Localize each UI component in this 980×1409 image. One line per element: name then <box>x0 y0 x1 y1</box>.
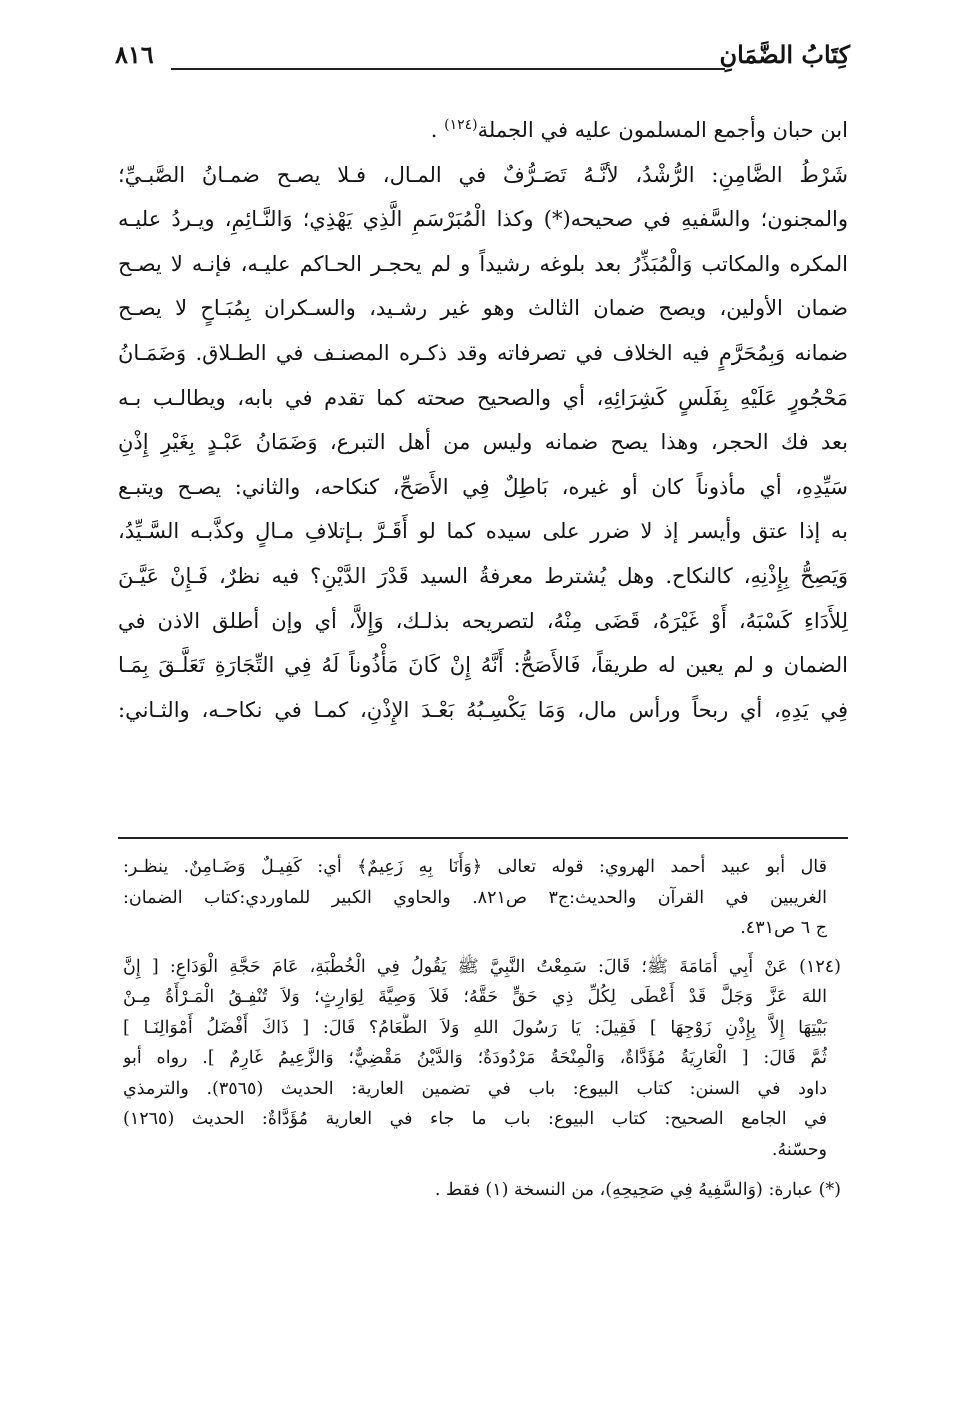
main-text <box>118 108 848 732</box>
text-line: والمجنون؛ والسَّفيهِ في صحيحه(*) وكذا الْمُبَرْسَمِ الَّذِي يَهْذِي؛ وَالنَّـائِمِ، ويـردُ عليـه <box>118 207 848 232</box>
text-line: فِي يَدِهِ، أي ربحاً ورأس مال، وَمَا يَكْسِـبُهُ بَعْـدَ الإِذْنِ، كمـا في نكاحـه، والثـاني: <box>118 697 848 722</box>
text-line: سَيِّدِهِ، أي مأذوناً كان أو غيره، بَاطِلٌ فِي الأَصَحِّ، كنكاحه، والثاني: يصـح ويتبـع <box>118 474 848 499</box>
text-line: الضمان و لم يعين له طريقاً، فَالأَصَحُّ: أَنَّهُ إِنْ كَانَ مَأْذُوناً لَهُ فِي التِّجَارَةِ تَعَلَّـقَ بِمَـا <box>118 653 848 678</box>
text-line: ابن حبان وأجمع المسلمون عليه في الجملة$^{(١٢٤)}$ . <box>430 117 848 142</box>
footnote-line: اللهَ عَزَّ وَجَلَّ قَدْ أَعْطَى لِكُلِّ ذِي حَقٍّ حَقَّهُ؛ فَلاَ وَصِيَّةَ لِوَارِثٍ؛ وَلاَ تُنْفِـقُ الْمَـرْأَةُ مِـنْ <box>123 987 827 1007</box>
text-line: ضمان الأولين، ويصح ضمان الثالث وهو غير رشـيد، والسـكران بِمُبَـاحٍ لا يصـح <box>118 296 848 321</box>
footnotes <box>123 852 841 1206</box>
footnote-line: داود في السنن: كتاب البيوع: باب في تضمين العارية: الحديث (٣٥٦٥). والترمذي <box>123 1078 827 1099</box>
text-line: مَحْجُورٍ عَلَيْهِ بِفَلَسٍ كَشِرَائِهِ، أي والصحيح صحته كما تقدم في بابه، ويطالـب بـه <box>118 385 848 410</box>
footnote-line: وحسّنهُ. <box>771 1139 827 1160</box>
footnote-separator <box>118 837 848 839</box>
footnote-line: بَيْتِهَا إِلاَّ بِإِذْنِ زَوْجِهَا ] فَقِيلَ: يَا رَسُولَ اللهِ وَلاَ الطَّعَامُ؟ قَالَ: [ ذَاكَ أَفْضَلُ أَمْوَالِنَـا ] <box>123 1017 827 1038</box>
text-line: ضمانه وَبِمُحَرَّمٍ فيه الخلاف في تصرفاته وقد ذكـره المصنـف في الطـلاق. وَضَمَـانُ <box>118 340 848 365</box>
text-line: لِلأَدَاءِ كَسْبَهُ، أَوْ غَيْرَهُ، قَضَى مِنْهُ، لتصريحه بذلـك، وَإِلاَّ، أي وإن أطلق الاذن في <box>118 608 848 633</box>
text-line: وَيَصِحُّ بِإِذْنِهِ، كالنكاح. وهل يُشترط معرفةُ السيد قَدْرَ الدَّيْنِ؟ فيه نظرٌ، فَـإِنْ عَيَّـنَ <box>118 563 848 588</box>
text-line: المكره والمكاتب وَالْمُبَذِّرُ بعد بلوغه رشيداً و لم يحجـر الحـاكم عليـه، فإنـه لا يصـح <box>118 251 848 276</box>
header-rule <box>171 68 725 70</box>
footnote-line: (١٢٤) عَنْ أَبِي أُمَامَةَ ﷺ؛ قَالَ: سَمِعْتُ النَّبِيَّ ﷺ يَقُولُ فِي الْخُطْبَةِ، عَامَ حَجَّةِ الْوَدَاعِ: [ إِنَّ <box>123 956 841 977</box>
footnote-line: ثُمَّ قَالَ: [ الْعَارِيَةُ مُؤَدَّاةٌ، وَالْمِنْحَةُ مَرْدُودَةٌ؛ وَالدَّيْنُ مَقْضِيٌّ؛ وَالزَّعِيمُ غَارِمٌ ]. رواه أبو <box>123 1048 827 1068</box>
footnote-line: الغريبين في القرآن والحديث:ج٣ ص٨٢١. والحاوي الكبير للماوردي:كتاب الضمان: <box>123 887 827 908</box>
text-line: بعد فك الحجر، وهذا يصح ضمانه وليس من أهل التبرع، وَضَمَانُ عَبْـدٍ بِغَيْرِ إِذْنِ <box>118 430 848 455</box>
footnote-line: ج ٦ ص٤٣١. <box>740 918 827 938</box>
running-header <box>115 40 850 80</box>
text-line: به إذا عتق وأيسر إذ لا ضرر على سيده كما لو أَقَـرَّ بـإتلافِ مـالٍ وكذَّبـه السَّـيِّدُ، <box>118 519 848 544</box>
chapter-title: كِتَابُ الضَّمَانِ <box>719 40 850 69</box>
footnote-line: في الجامع الصحيح: كتاب البيوع: باب ما جاء في العارية مُؤَدَّاةٌ: الحديث (١٢٦٥) <box>123 1109 827 1129</box>
footnote-ref: (١٢٤) <box>444 117 478 133</box>
footnote-star: (*) عبارة: (وَالسَّفِيهُ فِي صَحِيحِهِ)، من النسخة (١) فقط . <box>434 1180 841 1200</box>
footnote-line: قال أبو عبيد أحمد الهروي: قوله تعالى ﴿وَأَنَا بِهِ زَعِيمٌ﴾ أي: كَفِيـلٌ وَضَـامِنٌ. ينظـر: <box>123 857 827 877</box>
page-number: ٨١٦ <box>115 40 154 69</box>
text-line: شَرْطُ الضَّامِنِ: الرُّشْدُ، لأنَّـهُ تَصَـرُّفٌ في المـال، فـلا يصـح ضمـانُ الصَّبـيِّ؛ <box>118 162 848 187</box>
